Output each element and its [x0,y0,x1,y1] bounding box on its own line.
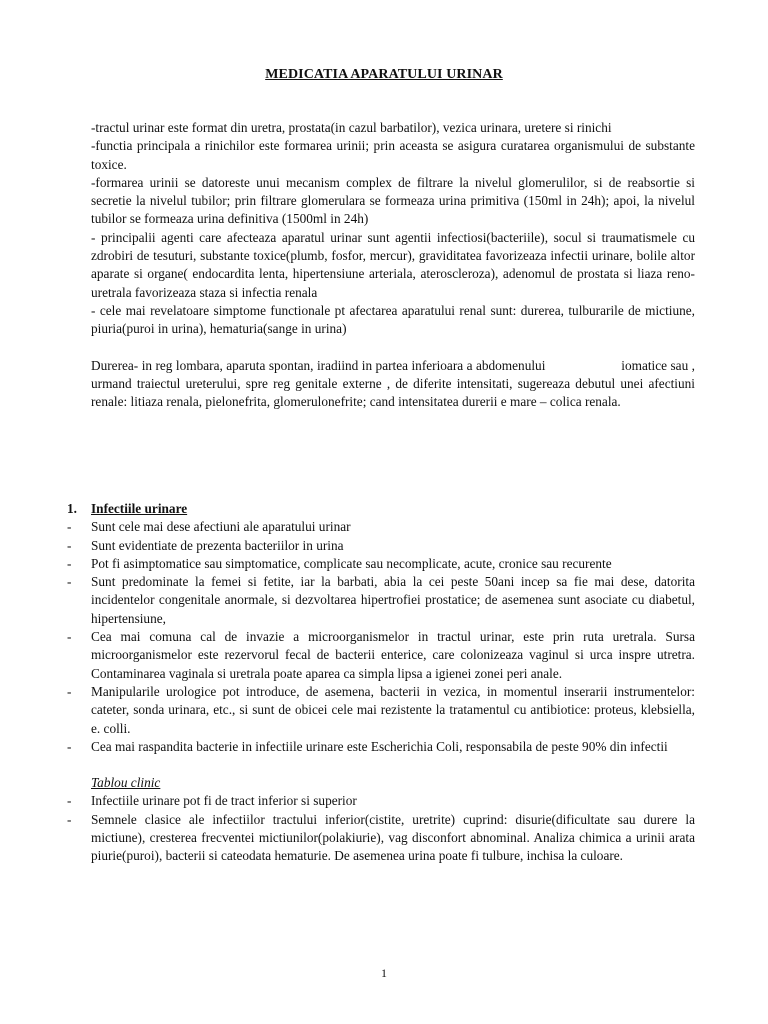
durerea-paragraph: Durerea- in reg lombara, aparuta spontan, iradiind in partea inferioara a abdomenului iomatice sau , urmand traiectul ureterului, spre reg genitale externe , de diferite intensitati, sugereaza debutul unei afectiuni renale: litiaza renala, pielonefrita, glomerulonefrite; cand intensitatea durerii e mare – colica renala. [91,357,695,410]
list-item-text: Sunt cele mai dese afectiuni ale aparatului urinar [91,519,351,535]
intro-paragraph: - principalii agenti care afecteaza aparatul urinar sunt agentii infectiosi(bacteriile), socul si traumatismele cu zdrobiri de tesuturi, substante toxice(plumb, fosfor, mercur), graviditatea favorizeaza infectii urinare, bolile altor aparate si organe( endocardita lenta, hipertensiune arteriala, ateroscleroza), adenomul de prostata si liaza reno-uretrala favorizeaza staza si infectia renala [91,229,695,300]
bullet-dash: - [67,683,72,699]
bullet-dash: - [67,811,72,827]
list-item [67,738,695,756]
document-title: MEDICATIA APARATULUI URINAR [265,67,503,82]
bullet-dash: - [67,738,72,754]
bullet-dash: - [67,574,72,590]
list-item-text: Infectiile urinare pot fi de tract inferior si superior [91,793,357,809]
bullet-dash: - [67,519,72,535]
section-infectii [67,500,695,866]
section-heading [67,500,695,518]
infectii-list [67,518,695,756]
bullet-dash: - [67,555,72,571]
page-number: 1 [381,966,387,980]
tablou-clinic-title: Tablou clinic [91,775,161,791]
list-item-text: Manipularile urologice pot introduce, de asemena, bacterii in vezica, in momentul inserarii instrumentelor: cateter, sonda urinara, etc., si sunt de obicei cele mai rezistente la tratamentul cu antibiotice: proteus, klebsiella, e. colli. [91,683,695,736]
list-item [67,683,695,738]
list-item-text: Semnele clasice ale infectiilor tractului inferior(cistite, uretrite) cuprind: disurie(dificultate sau durere la mictiune), cresterea frecventei mictiunilor(polakiurie), vag disconfort abnominal. Analiza chimica a urinii arata piurie(puroi), bacterii si cateodata hematurie. De asemenea urina poate fi tulbure, inchisa la culoare. [91,811,695,864]
intro-paragraph: - cele mai revelatoare simptome functionale pt afectarea aparatului renal sunt: durerea, tulburarile de mictiune, piuria(puroi in urina), hematuria(sange in urina) [91,302,695,337]
list-item [67,573,695,628]
bullet-dash: - [67,629,72,645]
clinic-list [67,792,695,865]
list-item-text: Cea mai raspandita bacterie in infectiile urinare este Escherichia Coli, responsabila de peste 90% din infectii [91,738,668,754]
list-item [67,518,695,536]
list-item-text: Sunt predominate la femei si fetite, iar la barbati, abia la cei peste 50ani incep sa fie mai dese, datorita incidentelor congenitale anormale, si dezvoltarea hipertrofiei prostatice; de asemenea sunt asociate cu diabetul, hipertensiune, [91,574,695,626]
section-heading-text: Infectiile urinare [91,501,188,516]
intro-block [91,119,695,411]
intro-paragraph: -tractul urinar este format din uretra, prostata(in cazul barbatilor), vezica urinara, uretere si rinichi [91,120,612,135]
list-item-text: Pot fi asimptomatice sau simptomatice, complicate sau necomplicate, acute, cronice sau recurente [91,555,612,571]
section-number: 1. [67,501,77,516]
intro-paragraph: -functia principala a rinichilor este formarea urinii; prin aceasta se asigura curatarea organismului de substante toxice. [91,138,695,172]
list-item [67,555,695,573]
tablou-clinic [67,774,695,865]
list-item-text: Sunt evidentiate de prezenta bacteriilor in urina [91,537,344,553]
list-item-text: Cea mai comuna cal de invazie a microorganismelor in tractul urinar, este prin ruta uretrala. Sursa microorganismelor este rezervorul fecal de bacterii enterice, care colonizeaza vaginul si urca inspre utretra. Contaminarea vaginala si uretrala poate aparea ca simpla lipsa a igienei zonei peri anale. [91,629,695,681]
list-item [67,537,695,555]
bullet-dash: - [67,537,72,553]
list-item [67,811,695,866]
list-item [67,628,695,683]
bullet-dash: - [67,793,72,809]
list-item [67,792,695,810]
intro-paragraph: -formarea urinii se datoreste unui mecanism complex de filtrare la nivelul glomerulilor, si de reabsortie si secretie la nivelul tubilor; prin filtrare glomerulara se formeaza urina primitiva (150ml in 24h); apoi, la nivelul tubilor se formeaza urina definitiva (1500ml in 24h) [91,174,695,227]
